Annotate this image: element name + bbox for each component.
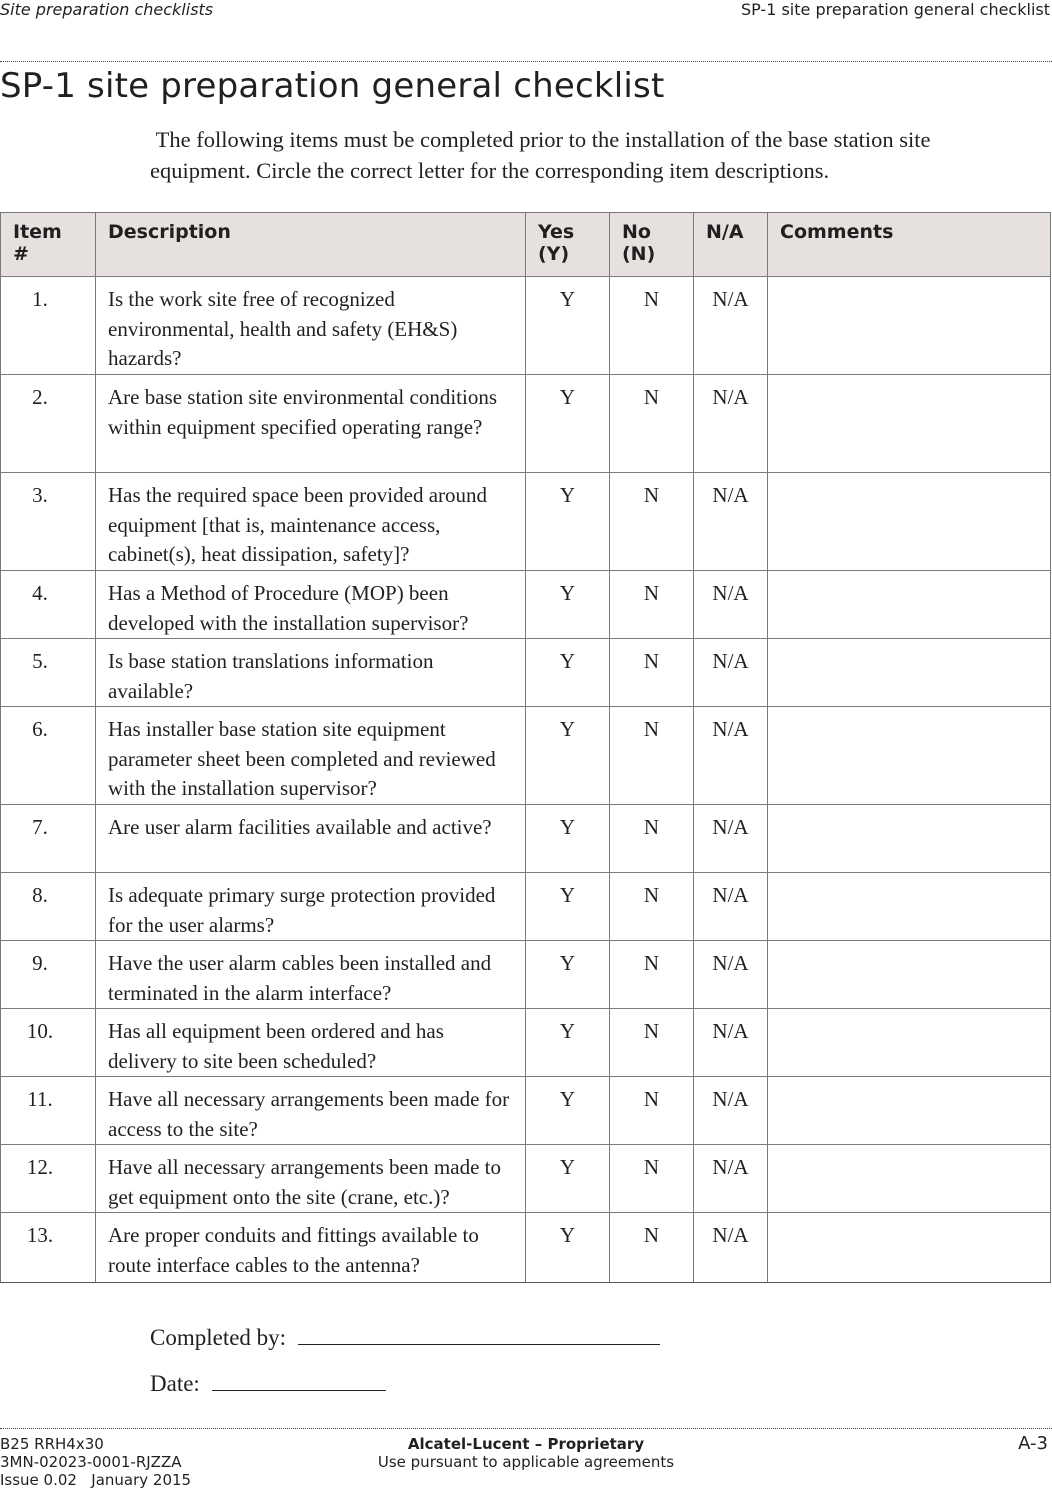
answer-na-option[interactable]: N/A xyxy=(694,805,768,873)
description-cell: Is base station translations information available? xyxy=(96,639,526,707)
table-row xyxy=(1,375,1051,473)
comments-cell[interactable] xyxy=(768,1077,1051,1145)
footer-doc-info xyxy=(0,1435,191,1489)
footer-issue-line xyxy=(0,1471,191,1489)
description-cell: Is adequate primary surge protection provided for the user alarms? xyxy=(96,873,526,941)
answer-na-option[interactable]: N/A xyxy=(694,375,768,473)
footer-issue: Issue 0.02 xyxy=(0,1471,77,1489)
item-number-cell: 5. xyxy=(1,639,96,707)
answer-yes-option[interactable]: Y xyxy=(526,873,610,941)
answer-no-option[interactable]: N xyxy=(610,277,694,375)
answer-na-option[interactable]: N/A xyxy=(694,571,768,639)
footer-legal xyxy=(286,1435,766,1471)
table-row xyxy=(1,639,1051,707)
description-cell: Is the work site free of recognized environmental, health and safety (EH&S) hazards? xyxy=(96,277,526,375)
intro-text: The following items must be completed prior to the installation of the base station site equipment. Circle the correct letter for the corresponding item descriptions. xyxy=(150,127,931,183)
answer-yes-option[interactable]: Y xyxy=(526,571,610,639)
item-number-cell: 11. xyxy=(1,1077,96,1145)
description-cell: Have all necessary arrangements been made for access to the site? xyxy=(96,1077,526,1145)
item-number-cell: 6. xyxy=(1,707,96,805)
header-no: No (N) xyxy=(610,213,694,277)
answer-no-option[interactable]: N xyxy=(610,873,694,941)
answer-no-option[interactable]: N xyxy=(610,571,694,639)
date-label: Date: xyxy=(150,1371,200,1396)
description-cell: Has a Method of Procedure (MOP) been developed with the installation supervisor? xyxy=(96,571,526,639)
description-cell: Has the required space been provided around equipment [that is, maintenance access, cabinet(s), heat dissipation, safety]? xyxy=(96,473,526,571)
answer-na-option[interactable]: N/A xyxy=(694,1077,768,1145)
item-number-cell: 13. xyxy=(1,1213,96,1283)
answer-na-option[interactable]: N/A xyxy=(694,1145,768,1213)
answer-na-option[interactable]: N/A xyxy=(694,277,768,375)
description-cell: Are user alarm facilities available and active? xyxy=(96,805,526,873)
header-description: Description xyxy=(96,213,526,277)
item-number-cell: 9. xyxy=(1,941,96,1009)
table-header-row xyxy=(1,213,1051,277)
answer-yes-option[interactable]: Y xyxy=(526,639,610,707)
footer-divider xyxy=(0,1428,1052,1429)
comments-cell[interactable] xyxy=(768,1145,1051,1213)
footer-usage: Use pursuant to applicable agreements xyxy=(377,1453,675,1471)
table-row xyxy=(1,473,1051,571)
description-cell: Have the user alarm cables been installed and terminated in the alarm interface? xyxy=(96,941,526,1009)
item-number-cell: 3. xyxy=(1,473,96,571)
comments-cell[interactable] xyxy=(768,805,1051,873)
answer-no-option[interactable]: N xyxy=(610,1145,694,1213)
running-head-topic: SP-1 site preparation general checklist xyxy=(740,0,1050,19)
answer-no-option[interactable]: N xyxy=(610,1009,694,1077)
answer-no-option[interactable]: N xyxy=(610,375,694,473)
date-field[interactable] xyxy=(212,1390,386,1391)
item-number-cell: 10. xyxy=(1,1009,96,1077)
table-row xyxy=(1,805,1051,873)
completed-by-label: Completed by: xyxy=(150,1325,287,1350)
answer-no-option[interactable]: N xyxy=(610,707,694,805)
footer-doc-number: 3MN-02023-0001-RJZZA xyxy=(0,1453,182,1471)
answer-yes-option[interactable]: Y xyxy=(526,941,610,1009)
table-row xyxy=(1,1213,1051,1283)
item-number-cell: 7. xyxy=(1,805,96,873)
completed-by-row xyxy=(150,1325,660,1351)
answer-yes-option[interactable]: Y xyxy=(526,1077,610,1145)
page-number: A-3 xyxy=(1018,1433,1048,1454)
description-cell: Has all equipment been ordered and has delivery to site been scheduled? xyxy=(96,1009,526,1077)
page-footer xyxy=(0,1435,1052,1490)
description-cell: Have all necessary arrangements been made to get equipment onto the site (crane, etc.)? xyxy=(96,1145,526,1213)
answer-na-option[interactable]: N/A xyxy=(694,707,768,805)
answer-na-option[interactable]: N/A xyxy=(694,941,768,1009)
description-cell: Are base station site environmental conditions within equipment specified operating range? xyxy=(96,375,526,473)
checklist-table xyxy=(0,212,1051,1283)
date-row xyxy=(150,1371,386,1397)
running-head-section: Site preparation checklists xyxy=(0,0,214,19)
item-number-cell: 1. xyxy=(1,277,96,375)
header-yes: Yes (Y) xyxy=(526,213,610,277)
comments-cell[interactable] xyxy=(768,1213,1051,1283)
table-row xyxy=(1,1145,1051,1213)
description-cell: Are proper conduits and fittings available to route interface cables to the antenna? xyxy=(96,1213,526,1283)
comments-cell[interactable] xyxy=(768,375,1051,473)
item-number-cell: 12. xyxy=(1,1145,96,1213)
comments-cell[interactable] xyxy=(768,473,1051,571)
answer-na-option[interactable]: N/A xyxy=(694,873,768,941)
answer-yes-option[interactable]: Y xyxy=(526,805,610,873)
header-na: N/A xyxy=(694,213,768,277)
table-row xyxy=(1,941,1051,1009)
answer-no-option[interactable]: N xyxy=(610,805,694,873)
footer-date: January 2015 xyxy=(91,1471,192,1489)
completed-by-field[interactable] xyxy=(298,1344,660,1345)
item-number-cell: 4. xyxy=(1,571,96,639)
answer-yes-option[interactable]: Y xyxy=(526,375,610,473)
answer-na-option[interactable]: N/A xyxy=(694,639,768,707)
comments-cell[interactable] xyxy=(768,277,1051,375)
answer-no-option[interactable]: N xyxy=(610,1077,694,1145)
comments-cell[interactable] xyxy=(768,873,1051,941)
item-number-cell: 2. xyxy=(1,375,96,473)
page-title: SP-1 site preparation general checklist xyxy=(0,66,665,106)
answer-na-option[interactable]: N/A xyxy=(694,1213,768,1283)
answer-yes-option[interactable]: Y xyxy=(526,1145,610,1213)
intro-paragraph xyxy=(150,124,1030,186)
table-row xyxy=(1,1077,1051,1145)
table-row xyxy=(1,1009,1051,1077)
comments-cell[interactable] xyxy=(768,571,1051,639)
header-item-number: Item # xyxy=(1,213,96,277)
answer-na-option[interactable]: N/A xyxy=(694,473,768,571)
running-head xyxy=(0,0,1052,22)
item-number-cell: 8. xyxy=(1,873,96,941)
answer-yes-option[interactable]: Y xyxy=(526,707,610,805)
answer-no-option[interactable]: N xyxy=(610,941,694,1009)
answer-yes-option[interactable]: Y xyxy=(526,277,610,375)
footer-proprietary: Alcatel-Lucent – Proprietary xyxy=(407,1435,645,1453)
comments-cell[interactable] xyxy=(768,1009,1051,1077)
description-cell: Has installer base station site equipment parameter sheet been completed and reviewed with the installation supervisor? xyxy=(96,707,526,805)
table-row xyxy=(1,873,1051,941)
answer-no-option[interactable]: N xyxy=(610,639,694,707)
answer-no-option[interactable]: N xyxy=(610,1213,694,1283)
answer-yes-option[interactable]: Y xyxy=(526,1213,610,1283)
comments-cell[interactable] xyxy=(768,639,1051,707)
comments-cell[interactable] xyxy=(768,707,1051,805)
table-row xyxy=(1,707,1051,805)
table-row xyxy=(1,571,1051,639)
answer-na-option[interactable]: N/A xyxy=(694,1009,768,1077)
header-divider xyxy=(0,61,1052,62)
answer-yes-option[interactable]: Y xyxy=(526,473,610,571)
footer-product: B25 RRH4x30 xyxy=(0,1435,104,1453)
comments-cell[interactable] xyxy=(768,941,1051,1009)
table-row xyxy=(1,277,1051,375)
header-comments: Comments xyxy=(768,213,1051,277)
answer-no-option[interactable]: N xyxy=(610,473,694,571)
answer-yes-option[interactable]: Y xyxy=(526,1009,610,1077)
